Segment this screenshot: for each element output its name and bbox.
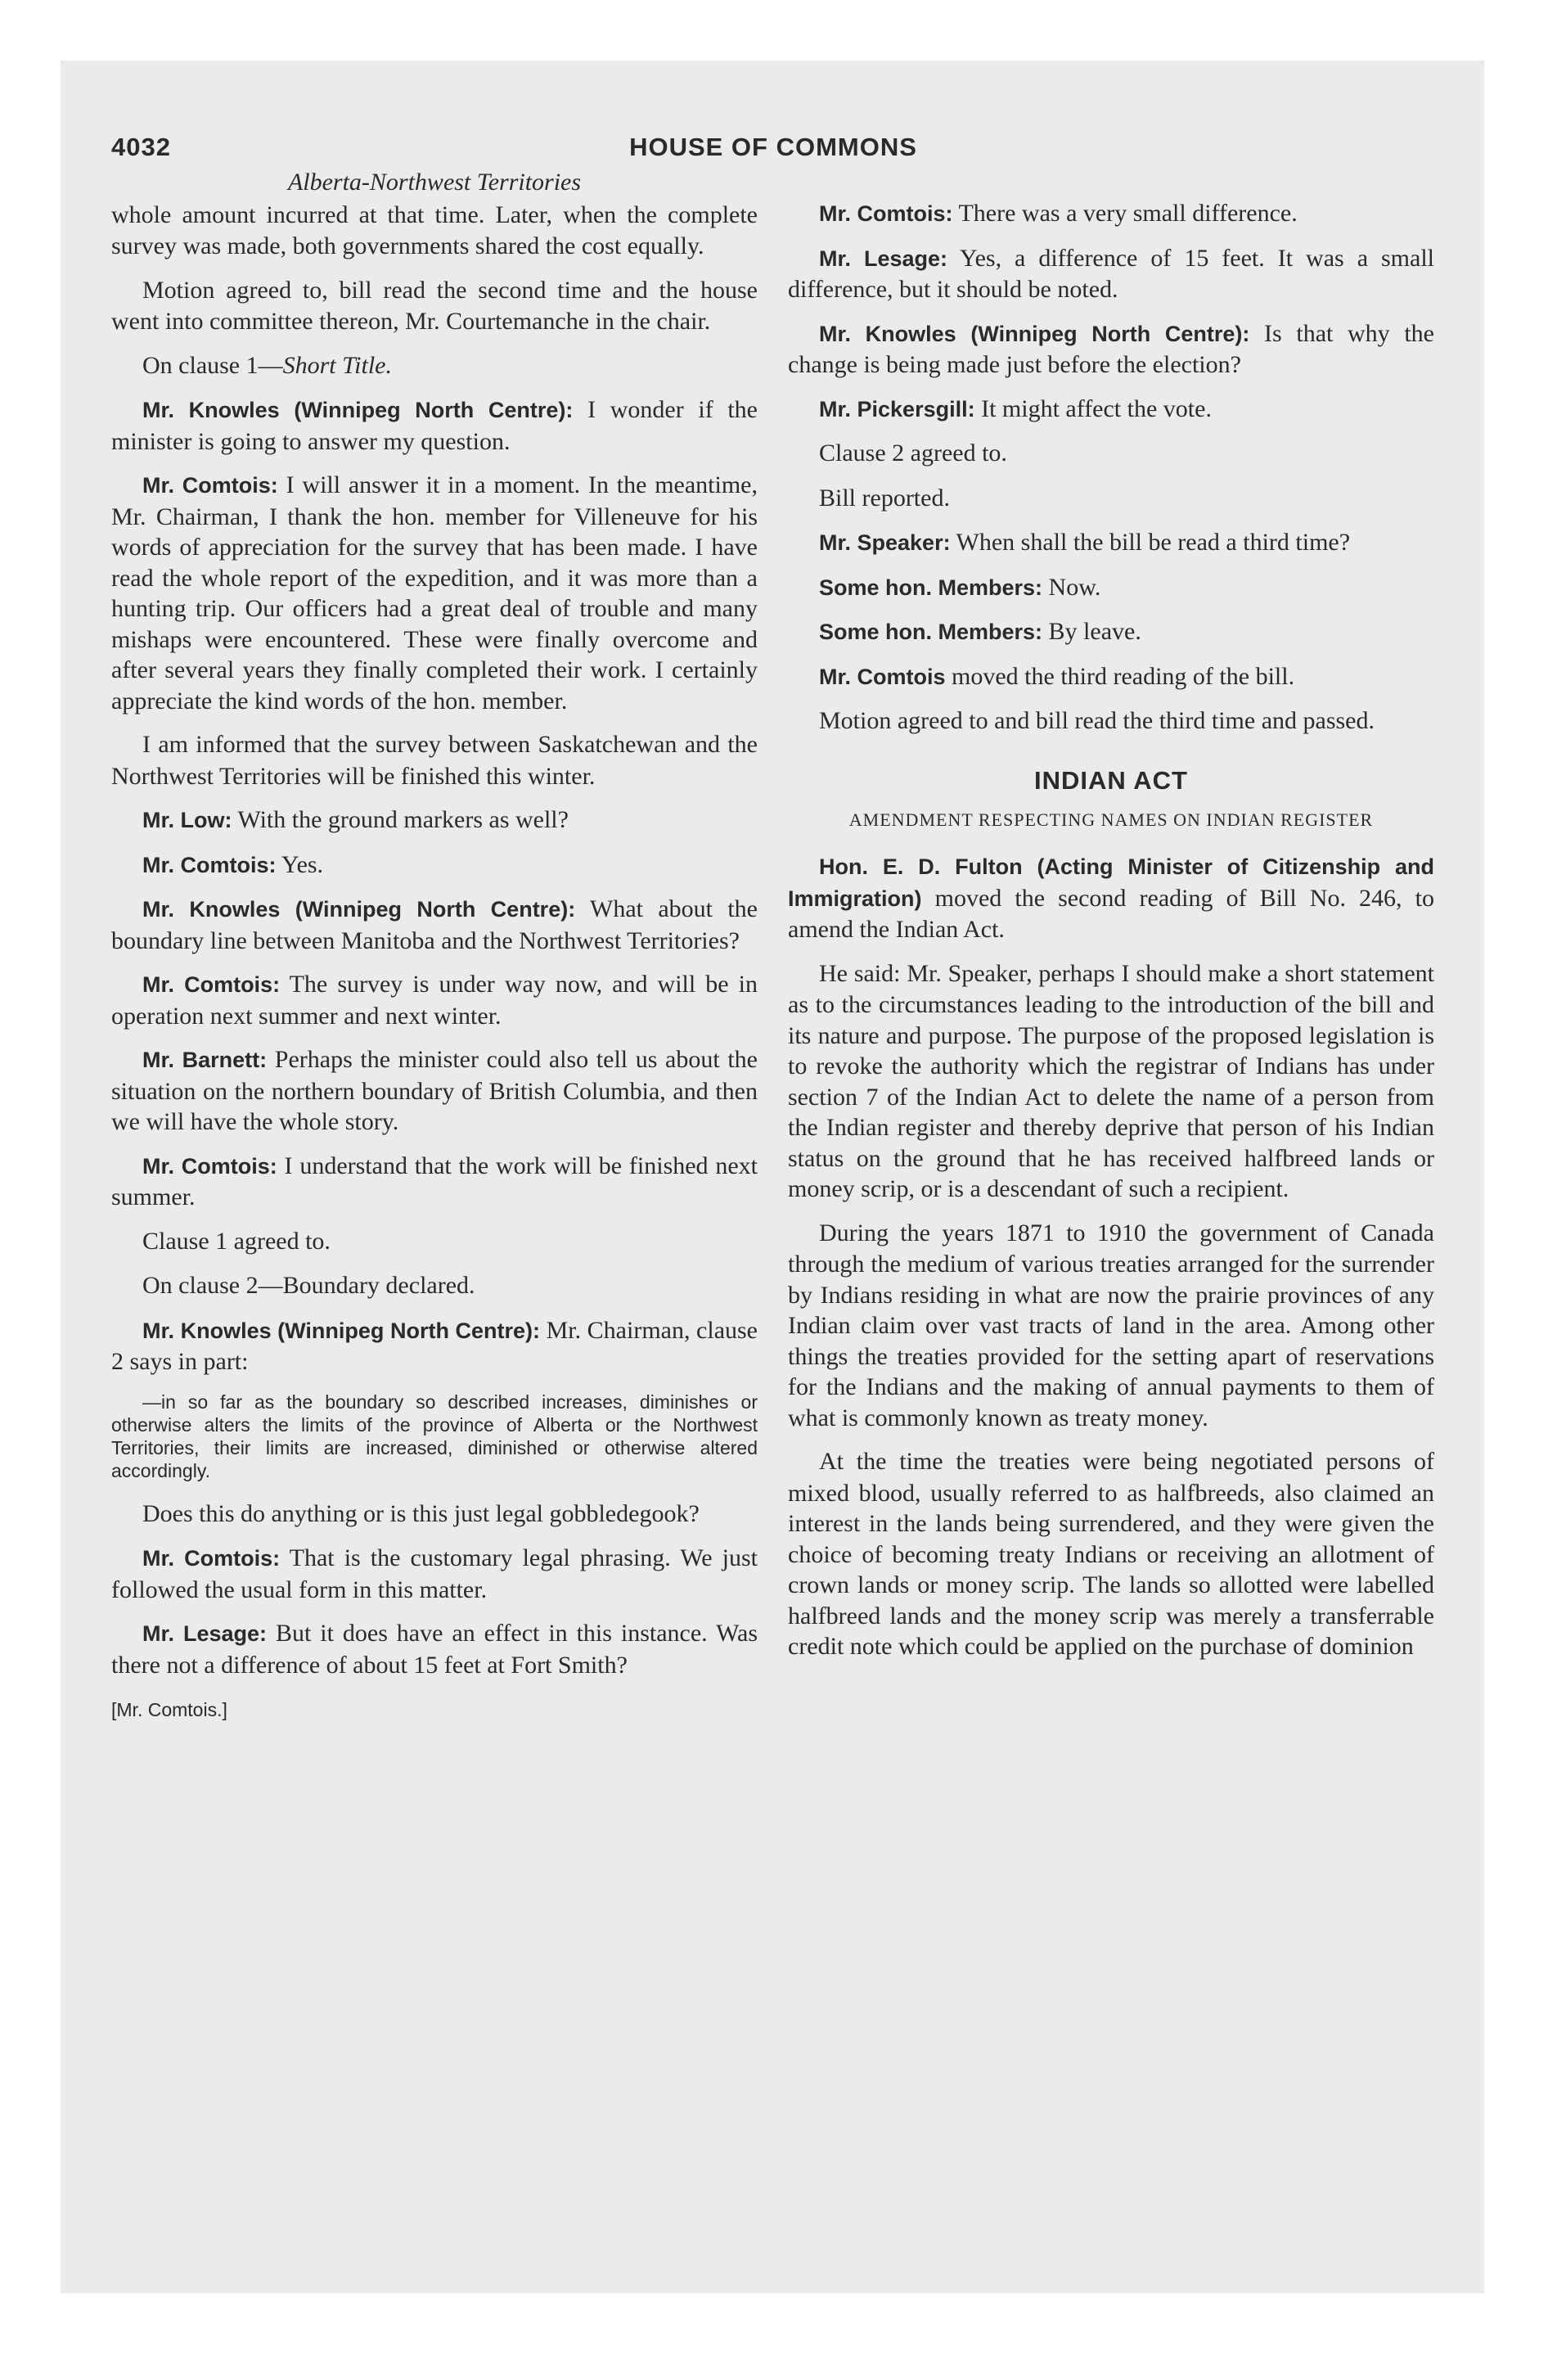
speaker-name: Hon. E. D. Fulton (Acting Minister of Citizenship and Immigration): [788, 854, 1434, 911]
paragraph: [788, 243, 1434, 305]
paragraph: [111, 805, 758, 836]
paragraph: [788, 527, 1434, 559]
italic-text: Short Title.: [282, 351, 392, 379]
speaker-name: Mr. Comtois:: [142, 972, 281, 997]
paragraph-text: On clause 1—: [142, 351, 283, 379]
speaker-name: Mr. Barnett:: [142, 1048, 268, 1072]
paragraph: [111, 200, 758, 262]
paragraph: [788, 318, 1434, 381]
paragraph-text: Now.: [1042, 573, 1101, 601]
paragraph: [788, 572, 1434, 604]
speaker-name: Some hon. Members:: [819, 575, 1043, 600]
paragraph: [788, 198, 1434, 230]
running-head: HOUSE OF COMMONS: [629, 133, 917, 161]
paragraph-text: Is that why the change is being made just before the election?: [788, 319, 1434, 378]
right-column: [788, 198, 1434, 1675]
paragraph-text: Bill reported.: [819, 484, 950, 512]
paragraph: [111, 394, 758, 457]
paragraph-text: Motion agreed to, bill read the second time and the house went into committee thereon, Mr. Courtemanche in the chair.: [111, 276, 758, 335]
paragraph-text: During the years 1871 to 1910 the government of Canada through the medium of various treaties arranged for the surrender by Indians residing in what are now the prairie provinces of any Indian claim over vast tracts of land in the area. Among other things the treaties provided for the setting apart of reservations for the Indians and the making of annual payments to them of what is commonly known as treaty money.: [788, 1219, 1434, 1431]
paragraph: [111, 969, 758, 1031]
paragraph: [111, 1315, 758, 1377]
paragraph-text: Perhaps the minister could also tell us about the situation on the northern boundary of British Columbia, and then we will have the whole story.: [111, 1046, 758, 1135]
paragraph: [788, 616, 1434, 648]
paragraph: [788, 394, 1434, 426]
paragraph: [788, 1446, 1434, 1662]
paragraph: [111, 894, 758, 956]
paragraph-text: Clause 1 agreed to.: [142, 1227, 331, 1255]
page: [61, 61, 1484, 2293]
paragraph-text: Does this do anything or is this just legal gobbledegook?: [142, 1499, 700, 1527]
paragraph: [111, 850, 758, 881]
page-footer: [Mr. Comtois.]: [111, 1699, 227, 1720]
speaker-name: Mr. Speaker:: [819, 530, 951, 555]
paragraph-text: The survey is under way now, and will be in operation next summer and next winter.: [111, 971, 758, 1030]
paragraph: [111, 275, 758, 337]
paragraph-text: I will answer it in a moment. In the meantime, Mr. Chairman, I thank the hon. member for Villeneuve for his words of appreciation for the survey that has been made. I have read the whole report of the expedition, and it was more than a hunting trip. Our officers had a great deal of trouble and many mishaps were encountered. These were finally overcome and after several years they finally completed their work. I certainly appreciate the kind words of the hon. member.: [111, 471, 758, 714]
section-title: INDIAN ACT: [1034, 765, 1188, 795]
paragraph: [788, 438, 1434, 470]
paragraph: [788, 958, 1434, 1205]
paragraph: [788, 483, 1434, 515]
block-quote: —in so far as the boundary so described increases, diminishes or otherwise alters the limits of the province of Alberta or the Northwest Territories, their limits are increased, diminished or otherwise altered accordingly.: [111, 1391, 758, 1481]
speaker-name: Mr. Low:: [142, 808, 232, 832]
paragraph: [111, 729, 758, 791]
speaker-name: Mr. Lesage:: [142, 1621, 268, 1646]
speaker-name: Mr. Comtois:: [142, 1546, 281, 1571]
paragraph: [788, 851, 1434, 945]
paragraph-text: By leave.: [1042, 618, 1141, 645]
paragraph-text: But it does have an effect in this instance. Was there not a difference of about 15 feet at Fort Smith?: [111, 1620, 758, 1679]
speaker-name: Mr. Knowles (Winnipeg North Centre):: [142, 897, 576, 922]
paragraph-text: Motion agreed to and bill read the third time and passed.: [819, 707, 1375, 734]
paragraph: [111, 1151, 758, 1213]
speaker-name: Mr. Lesage:: [819, 246, 948, 271]
paragraph-text: There was a very small difference.: [952, 200, 1298, 227]
paragraph-text: With the ground markers as well?: [232, 806, 569, 833]
left-column: [111, 167, 758, 1726]
speaker-name: Mr. Comtois:: [142, 1153, 277, 1179]
paragraph-text: Yes.: [276, 850, 324, 878]
page-header: [111, 133, 1435, 172]
speaker-name: Mr. Comtois:: [142, 473, 278, 498]
paragraph: [111, 1270, 758, 1302]
section-subtitle: AMENDMENT RESPECTING NAMES ON INDIAN REGISTER: [848, 809, 1374, 830]
paragraph-text: Mr. Chairman, clause 2 says in part:: [111, 1316, 758, 1375]
paragraph-text: I am informed that the survey between Saskatchewan and the Northwest Territories will be finished this winter.: [111, 731, 758, 790]
paragraph: [111, 1044, 758, 1138]
section-head: Alberta-Northwest Territories: [287, 169, 582, 196]
speaker-name: Some hon. Members:: [819, 620, 1043, 644]
paragraph-text: He said: Mr. Speaker, perhaps I should make a short statement as to the circumstances leading to the introduction of the bill and its nature and purpose. The purpose of the proposed legislation is to revoke the authority which the registrar of Indians has under section 7 of the Indian Act to delete the name of a person from the Indian register and thereby deprive that person of his Indian status on the ground that he has received halfbreed lands or money scrip, or is a descendant of such a recipient.: [788, 959, 1434, 1202]
speaker-name: Mr. Pickersgill:: [819, 396, 975, 421]
left-paragraphs: [111, 200, 758, 1377]
paragraph: [111, 1226, 758, 1258]
paragraph-text: moved the second reading of Bill No. 246, to amend the Indian Act.: [788, 884, 1434, 943]
paragraph-text: I understand that the work will be finished next summer.: [111, 1152, 758, 1210]
paragraph: [788, 1218, 1434, 1434]
paragraph: [111, 350, 758, 382]
paragraph-text: whole amount incurred at that time. Later, when the complete survey was made, both governments shared the cost equally.: [111, 201, 758, 259]
paragraph-text: When shall the bill be read a third time?: [950, 529, 1351, 556]
right-paragraphs: [788, 198, 1434, 737]
speaker-name: Mr. Comtois:: [142, 852, 277, 877]
paragraph-text: What about the boundary line between Manitoba and the Northwest Territories?: [111, 895, 758, 954]
paragraph-text: moved the third reading of the bill.: [945, 662, 1295, 690]
paragraph: [788, 705, 1434, 737]
speaker-name: Mr. Knowles (Winnipeg North Centre):: [142, 1318, 541, 1343]
right-paragraphs-after: [788, 851, 1434, 1662]
page-number: 4032: [111, 133, 171, 161]
paragraph-text: On clause 2—Boundary declared.: [142, 1272, 475, 1299]
paragraph-text: Yes, a difference of 15 feet. It was a small difference, but it should be noted.: [788, 244, 1434, 303]
paragraph-text: Clause 2 agreed to.: [819, 439, 1007, 467]
paragraph: [788, 661, 1434, 693]
paragraph-text: It might affect the vote.: [974, 394, 1212, 422]
speaker-name: Mr. Knowles (Winnipeg North Centre):: [819, 321, 1250, 346]
left-paragraphs-after: [111, 1499, 758, 1681]
paragraph: [111, 1499, 758, 1530]
paragraph-text: That is the customary legal phrasing. We just followed the usual form in this matter.: [111, 1544, 758, 1603]
paragraph: [111, 1618, 758, 1680]
paragraph: [111, 1543, 758, 1605]
paragraph-text: At the time the treaties were being negotiated persons of mixed blood, usually referred to as halfbreeds, also claimed an interest in the lands being surrendered, and they were given the choice of becoming treaty Indians or receiving an allotment of crown lands or money scrip. The lands so allotted were labelled halfbreed lands and the money scrip was merely a transferrable credit note which could be applied on the purchase of dominion: [788, 1448, 1434, 1660]
paragraph-text: I wonder if the minister is going to answer my question.: [111, 396, 758, 455]
speaker-name: Mr. Comtois:: [819, 201, 953, 226]
speaker-name: Mr. Knowles (Winnipeg North Centre):: [142, 398, 574, 422]
speaker-name: Mr. Comtois: [819, 664, 946, 689]
paragraph: [111, 470, 758, 716]
